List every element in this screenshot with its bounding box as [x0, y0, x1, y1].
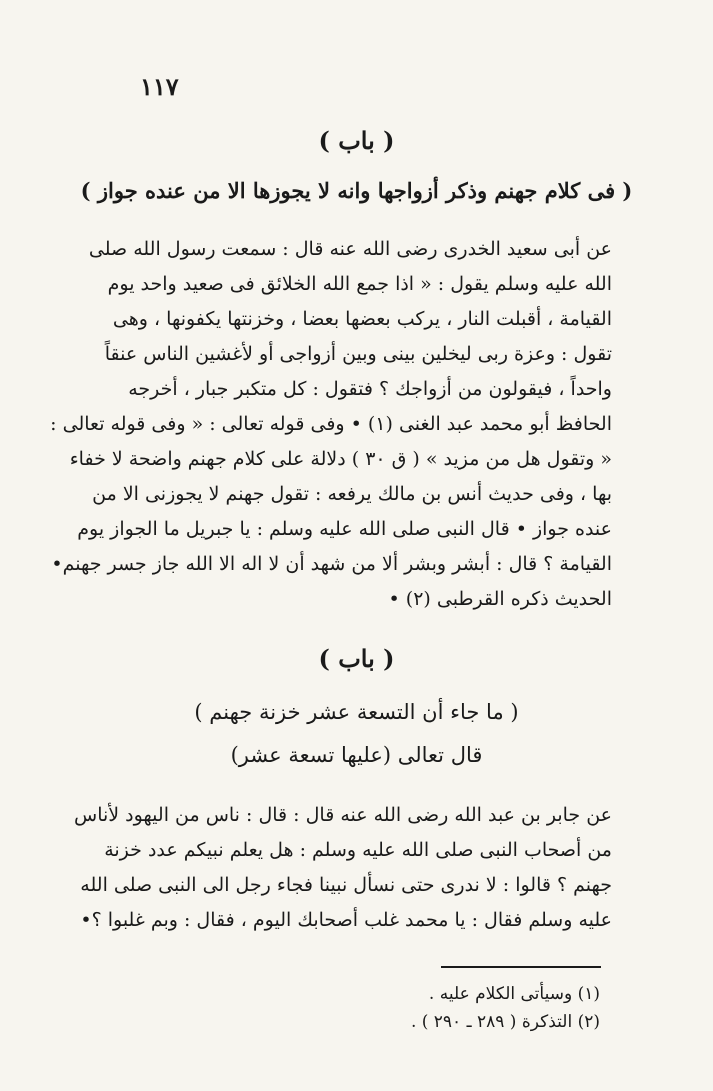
section-1-paragraph [50, 232, 612, 617]
text-line: الحديث ذكره القرطبى (٢) • [388, 588, 612, 610]
text-line: القيامة ، أقبلت النار ، يركب بعضها بعضا ، وخزنتها يكفونها ، وهى [112, 308, 612, 330]
text-line: واحداً ، فيقولون من أزواجك ؟ فتقول : كل متكبر جبار ، أخرجه [128, 378, 612, 400]
section-2-subtitle: ( ما جاء أن التسعة عشر خزنة جهنم ) [194, 700, 519, 724]
section-2-paragraph [74, 798, 612, 938]
footnote-1: (١) وسيأتى الكلام عليه . [428, 984, 600, 1004]
text-line: « وتقول هل من مزيد » ( ق ٣٠ ) دلالة على كلام جهنم واضحة لا خفاء [69, 448, 612, 470]
text-line: القيامة ؟ قال : أبشر وبشر ألا من شهد أن لا اله الا الله جاز جسر جهنم• [51, 553, 612, 575]
section-2-verse: قال تعالى (عليها تسعة عشر) [230, 743, 483, 767]
text-line: عن جابر بن عبد الله رضى الله عنه قال : قال : ناس من اليهود لأناس [74, 804, 612, 826]
text-line: عنده جواز • قال النبى صلى الله عليه وسلم : يا جبريل ما الجواز يوم [77, 518, 612, 540]
text-line: من أصحاب النبى صلى الله عليه وسلم : هل يعلم نبيكم عدد خزنة [104, 839, 612, 861]
footnotes [300, 980, 600, 1036]
section-2-title: ( باب ) [318, 644, 395, 673]
footnote-divider [441, 966, 601, 968]
section-1-subtitle: ( فى كلام جهنم وذكر أزواجها وانه لا يجوزها الا من عنده جواز ) [80, 178, 633, 203]
page-number: ١١٧ [140, 72, 179, 101]
footnote-2: (٢) التذكرة ( ٢٨٩ ـ ٢٩٠ ) . [410, 1012, 600, 1032]
text-line: الحافظ أبو محمد عبد الغنى (١) • وفى قوله تعالى : « وفى قوله تعالى : [50, 413, 612, 435]
text-line: جهنم ؟ قالوا : لا ندرى حتى نسأل نبينا فجاء رجل الى النبى صلى الله [80, 874, 612, 896]
text-line: الله عليه وسلم يقول : « اذا جمع الله الخلائق فى صعيد واحد يوم [107, 273, 612, 295]
text-line: عليه وسلم فقال : يا محمد غلب أصحابك اليوم ، فقال : وبم غلبوا ؟• [80, 909, 612, 931]
text-line: تقول : وعزة ربى ليخلين بينى وبين أزواجى أو لأغشين الناس عنقاً [104, 343, 612, 365]
text-line: بها ، وفى حديث أنس بن مالك يرفعه : تقول جهنم لا يجوزنى الا من [92, 483, 612, 505]
section-1-title: ( باب ) [318, 126, 395, 155]
text-line: عن أبى سعيد الخدرى رضى الله عنه قال : سمعت رسول الله صلى [88, 238, 612, 260]
